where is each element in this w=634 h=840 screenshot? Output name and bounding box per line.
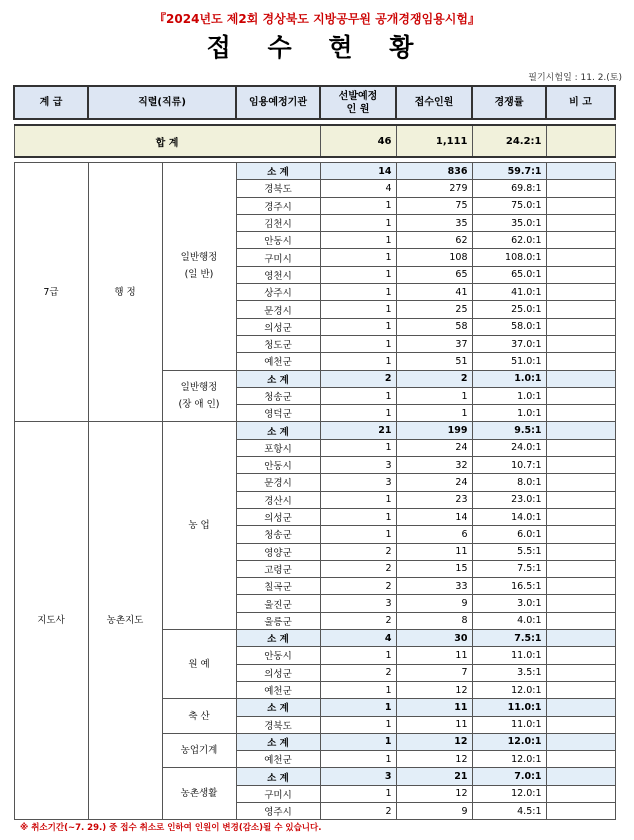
agency-cell: 청송군 — [236, 526, 320, 543]
applicants-cell: 23 — [396, 491, 472, 508]
ratio-cell: 10.7:1 — [472, 457, 546, 474]
ratio-cell: 14.0:1 — [472, 508, 546, 525]
quota-cell: 1 — [320, 197, 396, 214]
remarks-cell — [546, 232, 615, 249]
quota-cell: 3 — [320, 768, 396, 785]
agency-cell: 울릉군 — [236, 612, 320, 629]
remarks-cell — [546, 474, 615, 491]
quota-cell: 2 — [320, 543, 396, 560]
total-ratio: 24.2:1 — [472, 125, 546, 157]
agency-cell: 고령군 — [236, 560, 320, 577]
remarks-cell — [546, 163, 615, 180]
applicants-cell: 9 — [396, 802, 472, 819]
remarks-cell — [546, 491, 615, 508]
rank-cell: 지도사 — [14, 422, 88, 820]
ratio-cell: 7.5:1 — [472, 630, 546, 647]
remarks-cell — [546, 214, 615, 231]
ratio-cell: 5.5:1 — [472, 543, 546, 560]
agency-cell: 소 계 — [236, 422, 320, 439]
ratio-cell: 65.0:1 — [472, 266, 546, 283]
applicants-cell: 24 — [396, 474, 472, 491]
applicants-cell: 279 — [396, 180, 472, 197]
agency-cell: 상주시 — [236, 284, 320, 301]
total-row — [14, 125, 615, 157]
quota-cell: 1 — [320, 716, 396, 733]
quota-cell: 1 — [320, 733, 396, 750]
applicants-cell: 25 — [396, 301, 472, 318]
quota-cell: 1 — [320, 301, 396, 318]
remarks-cell — [546, 284, 615, 301]
quota-cell: 1 — [320, 387, 396, 404]
applicants-cell: 11 — [396, 543, 472, 560]
quota-cell: 1 — [320, 335, 396, 352]
quota-cell: 1 — [320, 439, 396, 456]
ratio-cell: 11.0:1 — [472, 699, 546, 716]
applicants-cell: 30 — [396, 630, 472, 647]
remarks-cell — [546, 266, 615, 283]
ratio-cell: 7.0:1 — [472, 768, 546, 785]
agency-cell: 영천시 — [236, 266, 320, 283]
quota-cell: 1 — [320, 405, 396, 422]
quota-cell: 2 — [320, 370, 396, 387]
total-quota: 46 — [320, 125, 396, 157]
ratio-cell: 1.0:1 — [472, 370, 546, 387]
applicants-cell: 12 — [396, 751, 472, 768]
ratio-cell: 37.0:1 — [472, 335, 546, 352]
agency-cell: 구미시 — [236, 249, 320, 266]
quota-cell: 1 — [320, 249, 396, 266]
applicants-cell: 58 — [396, 318, 472, 335]
remarks-cell — [546, 664, 615, 681]
ratio-cell: 4.0:1 — [472, 612, 546, 629]
agency-cell: 경주시 — [236, 197, 320, 214]
quota-cell: 4 — [320, 630, 396, 647]
document-subtitle: 『2024년도 제2회 경상북도 지방공무원 공개경쟁임용시험』 — [154, 12, 480, 26]
remarks-cell — [546, 457, 615, 474]
agency-cell: 안동시 — [236, 457, 320, 474]
ratio-cell: 12.0:1 — [472, 785, 546, 802]
footnote: ※ 취소기간(~7. 29.) 중 접수 취소로 인하여 인원이 변경(감소)될 수 있습니다. — [20, 823, 322, 833]
applicants-cell: 6 — [396, 526, 472, 543]
applicants-cell: 1 — [396, 405, 472, 422]
agency-cell: 소 계 — [236, 630, 320, 647]
applicants-cell: 21 — [396, 768, 472, 785]
rank-cell: 7급 — [14, 163, 88, 422]
agency-cell: 소 계 — [236, 163, 320, 180]
job-type-cell: 농업기계 — [162, 733, 236, 768]
quota-cell: 1 — [320, 647, 396, 664]
agency-cell: 안동시 — [236, 232, 320, 249]
quota-cell: 3 — [320, 595, 396, 612]
remarks-cell — [546, 387, 615, 404]
quota-cell: 1 — [320, 318, 396, 335]
ratio-cell: 4.5:1 — [472, 802, 546, 819]
agency-cell: 김천시 — [236, 214, 320, 231]
remarks-cell — [546, 422, 615, 439]
quota-cell: 2 — [320, 612, 396, 629]
job-type-cell: 원 예 — [162, 630, 236, 699]
applicants-cell: 24 — [396, 439, 472, 456]
agency-cell: 포항시 — [236, 439, 320, 456]
job-type-cell: 농촌생활 — [162, 768, 236, 820]
remarks-cell — [546, 751, 615, 768]
ratio-cell: 23.0:1 — [472, 491, 546, 508]
agency-cell: 소 계 — [236, 370, 320, 387]
remarks-cell — [546, 543, 615, 560]
remarks-cell — [546, 802, 615, 819]
ratio-cell: 62.0:1 — [472, 232, 546, 249]
ratio-cell: 69.8:1 — [472, 180, 546, 197]
series-cell: 행 정 — [88, 163, 162, 422]
applicants-cell: 11 — [396, 716, 472, 733]
remarks-cell — [546, 353, 615, 370]
ratio-cell: 58.0:1 — [472, 318, 546, 335]
agency-cell: 소 계 — [236, 768, 320, 785]
agency-cell: 영주시 — [236, 802, 320, 819]
remarks-cell — [546, 405, 615, 422]
remarks-cell — [546, 370, 615, 387]
quota-cell: 1 — [320, 232, 396, 249]
total-applicants: 1,111 — [396, 125, 472, 157]
subtotal-row — [14, 422, 615, 439]
remarks-cell — [546, 508, 615, 525]
applicants-cell: 12 — [396, 681, 472, 698]
applicants-cell: 32 — [396, 457, 472, 474]
applicants-cell: 35 — [396, 214, 472, 231]
quota-cell: 3 — [320, 457, 396, 474]
job-type-cell: 일반행정 (장 애 인) — [162, 370, 236, 422]
ratio-cell: 41.0:1 — [472, 284, 546, 301]
remarks-cell — [546, 439, 615, 456]
quota-cell: 1 — [320, 214, 396, 231]
quota-cell: 1 — [320, 266, 396, 283]
agency-cell: 칠곡군 — [236, 578, 320, 595]
remarks-cell — [546, 197, 615, 214]
agency-cell: 문경시 — [236, 474, 320, 491]
agency-cell: 의성군 — [236, 318, 320, 335]
quota-cell: 1 — [320, 353, 396, 370]
applicants-cell: 8 — [396, 612, 472, 629]
agency-cell: 경북도 — [236, 716, 320, 733]
agency-cell: 영덕군 — [236, 405, 320, 422]
ratio-cell: 12.0:1 — [472, 751, 546, 768]
remarks-cell — [546, 335, 615, 352]
agency-cell: 의성군 — [236, 664, 320, 681]
remarks-cell — [546, 699, 615, 716]
applicants-cell: 14 — [396, 508, 472, 525]
quota-cell: 2 — [320, 560, 396, 577]
ratio-cell: 7.5:1 — [472, 560, 546, 577]
col-header-agency: 임용예정기관 — [236, 86, 320, 119]
quota-cell: 1 — [320, 751, 396, 768]
applicants-cell: 12 — [396, 733, 472, 750]
agency-cell: 경산시 — [236, 491, 320, 508]
remarks-cell — [546, 733, 615, 750]
ratio-cell: 1.0:1 — [472, 387, 546, 404]
ratio-cell: 3.5:1 — [472, 664, 546, 681]
quota-cell: 21 — [320, 422, 396, 439]
remarks-cell — [546, 647, 615, 664]
remarks-cell — [546, 249, 615, 266]
job-type-cell: 축 산 — [162, 699, 236, 734]
ratio-cell: 1.0:1 — [472, 405, 546, 422]
quota-cell: 3 — [320, 474, 396, 491]
applicants-cell: 37 — [396, 335, 472, 352]
remarks-cell — [546, 560, 615, 577]
applicants-cell: 75 — [396, 197, 472, 214]
agency-cell: 영양군 — [236, 543, 320, 560]
remarks-cell — [546, 578, 615, 595]
quota-cell: 1 — [320, 681, 396, 698]
col-header-applicants: 접수인원 — [396, 86, 472, 119]
ratio-cell: 35.0:1 — [472, 214, 546, 231]
ratio-cell: 51.0:1 — [472, 353, 546, 370]
subtotal-row — [14, 163, 615, 180]
job-type-cell: 일반행정 (일 반) — [162, 163, 236, 371]
remarks-cell — [546, 785, 615, 802]
ratio-cell: 59.7:1 — [472, 163, 546, 180]
col-header-series: 직렬(직류) — [88, 86, 236, 119]
quota-cell: 1 — [320, 785, 396, 802]
agency-cell: 소 계 — [236, 733, 320, 750]
quota-cell: 1 — [320, 526, 396, 543]
applicants-cell: 11 — [396, 647, 472, 664]
remarks-cell — [546, 630, 615, 647]
agency-cell: 청송군 — [236, 387, 320, 404]
applicants-cell: 51 — [396, 353, 472, 370]
exam-date: 필기시험일 : 11. 2.(토) — [528, 73, 622, 83]
agency-cell: 울진군 — [236, 595, 320, 612]
remarks-cell — [546, 595, 615, 612]
agency-cell: 예천군 — [236, 353, 320, 370]
quota-cell: 1 — [320, 699, 396, 716]
quota-cell: 1 — [320, 508, 396, 525]
applicants-cell: 15 — [396, 560, 472, 577]
quota-cell: 1 — [320, 284, 396, 301]
application-status-table — [13, 85, 616, 820]
remarks-cell — [546, 318, 615, 335]
remarks-cell — [546, 681, 615, 698]
remarks-cell — [546, 768, 615, 785]
remarks-cell — [546, 180, 615, 197]
agency-cell: 문경시 — [236, 301, 320, 318]
col-header-remarks: 비 고 — [546, 86, 615, 119]
applicants-cell: 1 — [396, 387, 472, 404]
applicants-cell: 9 — [396, 595, 472, 612]
agency-cell: 의성군 — [236, 508, 320, 525]
applicants-cell: 199 — [396, 422, 472, 439]
ratio-cell: 11.0:1 — [472, 647, 546, 664]
ratio-cell: 3.0:1 — [472, 595, 546, 612]
remarks-cell — [546, 301, 615, 318]
quota-cell: 2 — [320, 664, 396, 681]
agency-cell: 경북도 — [236, 180, 320, 197]
applicants-cell: 7 — [396, 664, 472, 681]
agency-cell: 예천군 — [236, 681, 320, 698]
ratio-cell: 108.0:1 — [472, 249, 546, 266]
remarks-cell — [546, 526, 615, 543]
job-type-cell: 농 업 — [162, 422, 236, 630]
agency-cell: 안동시 — [236, 647, 320, 664]
total-label: 합 계 — [14, 125, 320, 157]
quota-cell: 2 — [320, 578, 396, 595]
agency-cell: 구미시 — [236, 785, 320, 802]
ratio-cell: 12.0:1 — [472, 733, 546, 750]
applicants-cell: 11 — [396, 699, 472, 716]
quota-cell: 1 — [320, 491, 396, 508]
total-remarks — [546, 125, 615, 157]
quota-cell: 2 — [320, 802, 396, 819]
applicants-cell: 33 — [396, 578, 472, 595]
agency-cell: 청도군 — [236, 335, 320, 352]
applicants-cell: 62 — [396, 232, 472, 249]
ratio-cell: 24.0:1 — [472, 439, 546, 456]
ratio-cell: 11.0:1 — [472, 716, 546, 733]
quota-cell: 4 — [320, 180, 396, 197]
col-header-quota: 선발예정 인 원 — [320, 86, 396, 119]
table-header-row — [14, 86, 615, 119]
col-header-ratio: 경쟁률 — [472, 86, 546, 119]
agency-cell: 소 계 — [236, 699, 320, 716]
applicants-cell: 836 — [396, 163, 472, 180]
quota-cell: 14 — [320, 163, 396, 180]
ratio-cell: 9.5:1 — [472, 422, 546, 439]
agency-cell: 예천군 — [236, 751, 320, 768]
applicants-cell: 65 — [396, 266, 472, 283]
series-cell: 농촌지도 — [88, 422, 162, 820]
remarks-cell — [546, 612, 615, 629]
document-title: 접 수 현 황 — [206, 33, 428, 62]
ratio-cell: 6.0:1 — [472, 526, 546, 543]
ratio-cell: 16.5:1 — [472, 578, 546, 595]
ratio-cell: 25.0:1 — [472, 301, 546, 318]
ratio-cell: 75.0:1 — [472, 197, 546, 214]
applicants-cell: 2 — [396, 370, 472, 387]
applicants-cell: 12 — [396, 785, 472, 802]
applicants-cell: 41 — [396, 284, 472, 301]
remarks-cell — [546, 716, 615, 733]
ratio-cell: 12.0:1 — [472, 681, 546, 698]
applicants-cell: 108 — [396, 249, 472, 266]
col-header-rank: 계 급 — [14, 86, 88, 119]
ratio-cell: 8.0:1 — [472, 474, 546, 491]
